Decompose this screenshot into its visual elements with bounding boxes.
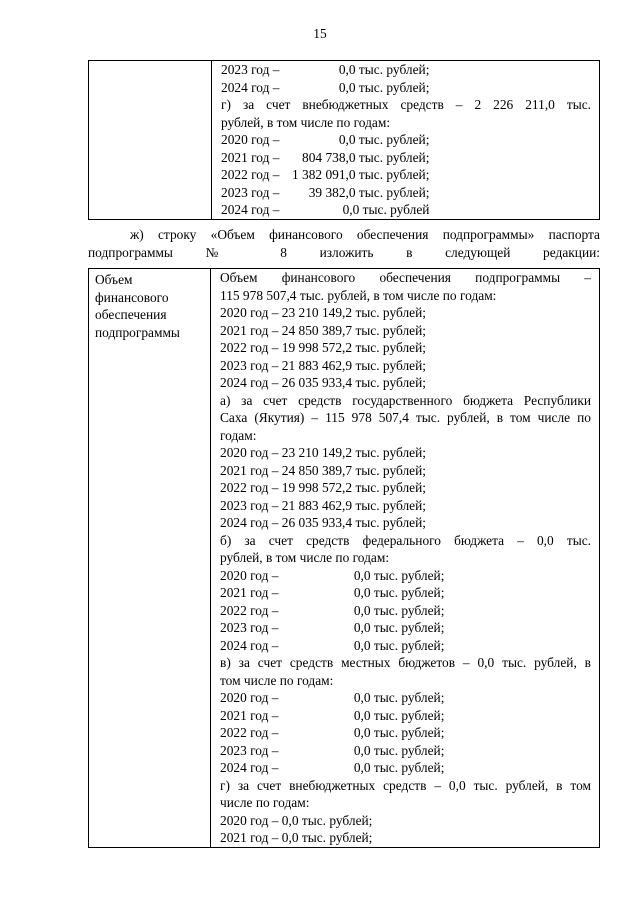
a-year-line: 2020 год – 23 210 149,2 тыс. рублей; (220, 445, 426, 460)
total-year-line: 2024 год – 26 035 933,4 тыс. рублей; (220, 375, 426, 390)
v-year-line: 2023 год – 0,0 тыс. рублей; (220, 742, 445, 758)
continuation-left-cell (89, 61, 212, 220)
passport-content-cell (211, 269, 600, 848)
total-year-line: 2022 год – 19 998 572,2 тыс. рублей; (220, 340, 426, 355)
label-line: обеспечения (95, 307, 167, 322)
item-a-line: годам: (220, 427, 257, 443)
cont-line: 2023 год – 39 382,0 тыс. рублей; (221, 184, 430, 200)
passport-header-line: 115 978 507,4 тыс. рублей, в том числе по годам: (220, 287, 497, 303)
cont-line: 2020 год – 0,0 тыс. рублей; (221, 132, 430, 147)
cont-item-g: г) за счет внебюджетных средств – 2 226 211,0 тыс. (221, 97, 591, 112)
a-year-line: 2023 год – 21 883 462,9 тыс. рублей; (220, 497, 426, 513)
continuation-table (88, 60, 600, 220)
v-year-line: 2020 год – 0,0 тыс. рублей; (220, 690, 445, 705)
instruction-line-1: ж) строку «Объем финансового обеспечения подпрограммы» паспорта (130, 227, 600, 242)
item-b-line: рублей, в том числе по годам: (220, 550, 390, 565)
total-year-line: 2021 год – 24 850 389,7 тыс. рублей; (220, 322, 426, 338)
label-line: подпрограммы (95, 324, 180, 340)
b-year-line: 2022 год – 0,0 тыс. рублей; (220, 602, 445, 618)
continuation-right-cell (212, 61, 600, 220)
item-b-line: б) за счет средств федерального бюджета – 0,0 тыс. (220, 532, 591, 548)
label-line: финансового (95, 289, 169, 305)
item-v-line: в) за счет средств местных бюджетов – 0,0 тыс. рублей, в (220, 655, 591, 670)
cont-item-g-2: рублей, в том числе по годам: (221, 114, 391, 130)
item-v-line: том числе по годам: (220, 672, 334, 688)
instruction-line-2: подпрограммы № 8 изложить в следующей редакции: (88, 244, 600, 260)
item-g-line: числе по годам: (220, 795, 310, 810)
item-a-line: Саха (Якутия) – 115 978 507,4 тыс. рублей, в том числе по (220, 410, 591, 425)
cont-line: 2021 год – 804 738,0 тыс. рублей; (221, 149, 430, 165)
cont-line: 2024 год – 0,0 тыс. рублей (221, 202, 430, 217)
cont-line: 2023 год – 0,0 тыс. рублей; (221, 62, 430, 77)
total-year-line: 2023 год – 21 883 462,9 тыс. рублей; (220, 357, 426, 373)
b-year-line: 2020 год – 0,0 тыс. рублей; (220, 567, 445, 583)
a-year-line: 2021 год – 24 850 389,7 тыс. рублей; (220, 462, 426, 478)
label-line: Объем (95, 272, 133, 287)
g-year-line: 2020 год – 0,0 тыс. рублей; (220, 812, 373, 828)
cont-line: 2022 год – 1 382 091,0 тыс. рублей; (221, 167, 430, 182)
v-year-line: 2021 год – 0,0 тыс. рублей; (220, 707, 445, 723)
b-year-line: 2021 год – 0,0 тыс. рублей; (220, 585, 445, 600)
instruction-paragraph (88, 226, 600, 261)
total-year-line: 2020 год – 23 210 149,2 тыс. рублей; (220, 305, 426, 320)
page-number: 15 (313, 26, 327, 41)
item-g-line: г) за счет внебюджетных средств – 0,0 тыс. рублей, в том (220, 777, 591, 793)
a-year-line: 2024 год – 26 035 933,4 тыс. рублей; (220, 515, 426, 530)
a-year-line: 2022 год – 19 998 572,2 тыс. рублей; (220, 480, 426, 495)
passport-table (88, 268, 600, 848)
g-year-line: 2021 год – 0,0 тыс. рублей; (220, 830, 373, 845)
item-a-line: а) за счет средств государственного бюджета Республики (220, 392, 591, 408)
v-year-line: 2024 год – 0,0 тыс. рублей; (220, 760, 445, 775)
passport-label-cell (89, 269, 211, 848)
b-year-line: 2023 год – 0,0 тыс. рублей; (220, 620, 445, 635)
cont-line: 2024 год – 0,0 тыс. рублей; (221, 79, 430, 95)
v-year-line: 2022 год – 0,0 тыс. рублей; (220, 725, 445, 740)
passport-header-line: Объем финансового обеспечения подпрограммы – (220, 270, 591, 285)
b-year-line: 2024 год – 0,0 тыс. рублей; (220, 637, 445, 653)
